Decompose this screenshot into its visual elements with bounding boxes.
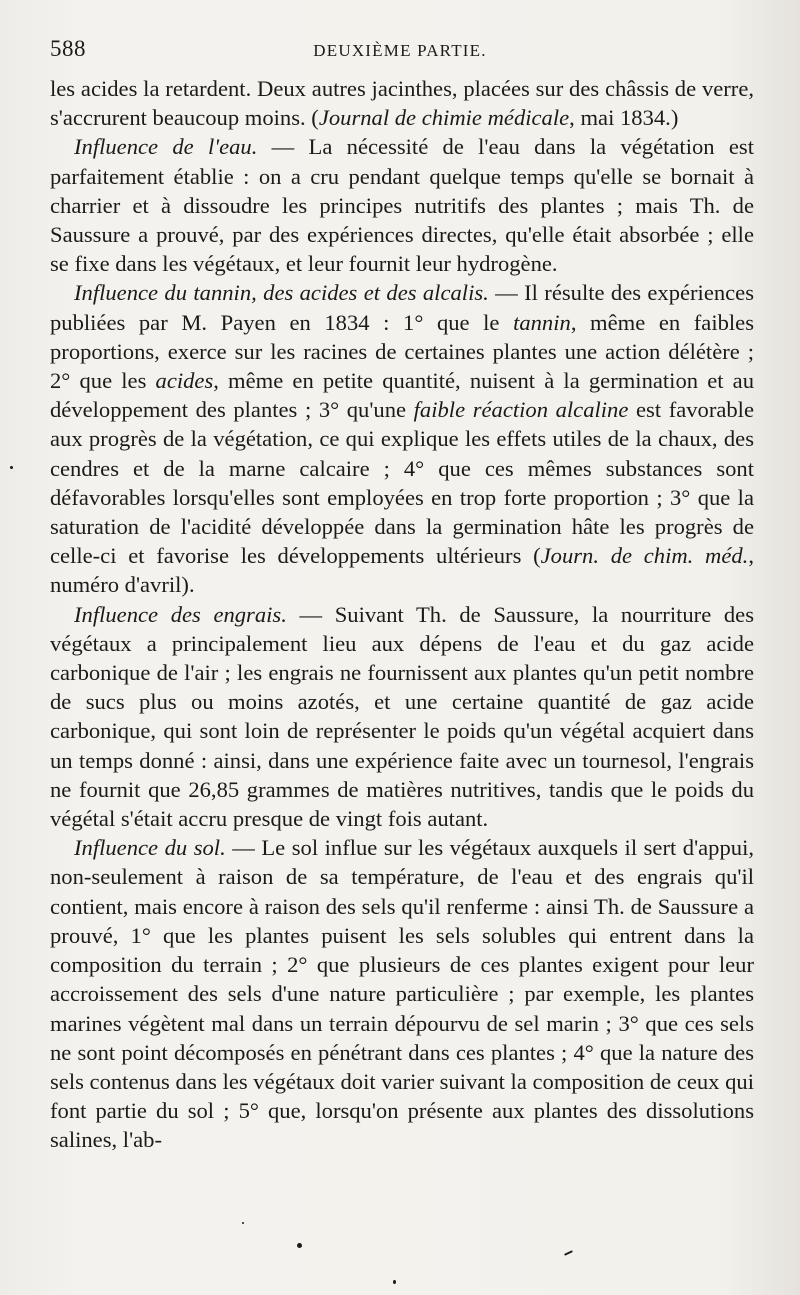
- text-run: les acides la retardent. Deux autres jacinthes, placées sur des châssis de verre, s'accrurent beaucoup moins. (: [50, 76, 754, 131]
- paragraph: [50, 833, 754, 1154]
- text-run: , mai 1834.): [569, 105, 679, 131]
- text-run: — Suivant Th. de Saussure, la nourriture des végétaux a principalement lieu aux dépens de l'eau et du gaz acide carbonique de l'air ; les engrais ne fournissent aux plantes qu'un petit nombre de sucs plus ou moins azotés, et une certaine quantité de gaz acide carbonique, qui sont loin de représenter le poids qu'un végétal acquiert dans un temps donné : ainsi, dans une expérience faite avec un tournesol, l'engrais ne fournit que 26,85 grammes de matières nutritives, tandis que le poids du végétal s'était accru presque de vingt fois autant.: [50, 601, 754, 832]
- text-run: — Le sol influe sur les végétaux auxquels il sert d'appui, non-seulement à raison de sa température, de l'eau et des engrais qu'il contient, mais encore à raison des sels qu'il renferme : ainsi Th. de Saussure a prouvé, 1° que les plantes puisent les sels solubles qui entrent dans la composition du terrain ; 2° que plusieurs de ces plantes exigent pour leur accroissement des sels d'une nature particulière ; par exemple, les plantes marines végètent mal dans un terrain dépourvu de sel marin ; 3° que ces sels ne sont point décomposés en pénétrant dans ces plantes ; 4° que la nature des sels contenus dans les végétaux doit varier suivant la composition de ceux qui font partie du sol ; 5° que, lorsqu'on présente aux plantes des dissolutions salines, l'ab-: [50, 835, 755, 1153]
- text-run: est favorable aux progrès de la végétation, ce qui explique les effets utiles de la chaux, des cendres et de la marne calcaire ; 4° que ces mêmes substances sont défavorables lorsqu'elles sont employées en trop forte proportion ; 3° que la saturation de l'acidité développée dans la germination hâte les progrès de celle-ci et favorise les développements ultérieurs (: [50, 397, 754, 569]
- paragraph: [50, 74, 754, 132]
- text-run: — La nécessité de l'eau dans la végétation est parfaitement établie : on a cru pendant quelque temps qu'elle se bornait à charrier et à dissoudre les principes nutritifs des plantes ; mais Th. de Saussure a prouvé, par des expériences directes, qu'elle était absorbée ; elle se fixe dans les végétaux, et leur fournit leur hydrogène.: [50, 134, 754, 277]
- italic-text: Journal de chimie médicale: [318, 105, 570, 131]
- paragraph: [50, 278, 754, 599]
- italic-text: Influence du sol.: [74, 835, 226, 861]
- italic-text: Influence de l'eau.: [74, 134, 258, 160]
- italic-text: tannin: [513, 309, 571, 335]
- text-run: , même en faibles proportions, exerce sur les racines de certaines plantes une action délétère ; 2° que les: [50, 309, 754, 394]
- body-text: [50, 74, 754, 1155]
- page-number: 588: [50, 36, 86, 61]
- italic-text: acides: [155, 368, 214, 394]
- italic-text: Influence des engrais.: [74, 601, 287, 627]
- text-run: , même en petite quantité, nuisent à la germination et au développement des plantes ; 3° qu'une: [50, 368, 754, 423]
- text-run: , numéro d'avril).: [50, 543, 754, 598]
- paragraph: [50, 600, 754, 834]
- running-head: DEUXIÈME PARTIE.: [313, 41, 487, 60]
- text-run: — Il résulte des expériences publiées par M. Payen en 1834 : 1° que le: [50, 280, 755, 335]
- italic-text: faible réaction alcaline: [413, 397, 629, 423]
- italic-text: Journ. de chim. méd.: [540, 543, 749, 569]
- italic-text: Influence du tannin, des acides et des alcalis.: [74, 280, 489, 306]
- paragraph: [50, 132, 754, 278]
- page-header: [50, 36, 750, 66]
